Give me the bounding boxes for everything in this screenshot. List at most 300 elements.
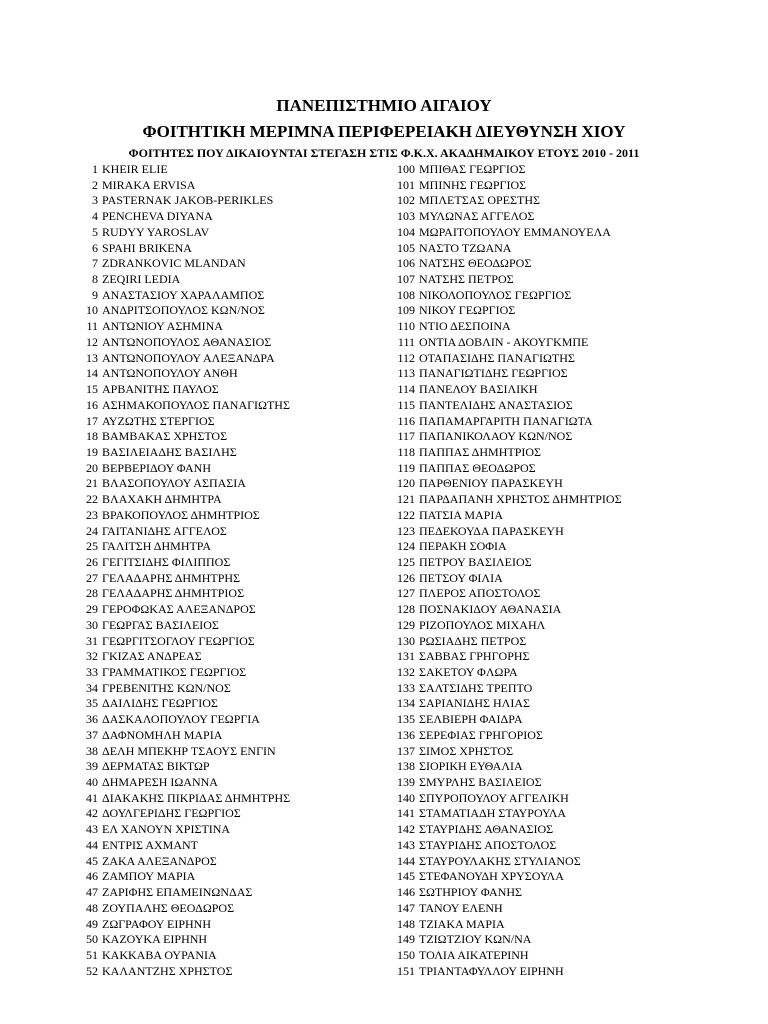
student-number: 20: [86, 460, 98, 475]
student-row: [80, 901, 290, 917]
student-number: 121: [397, 492, 415, 507]
student-row: [80, 492, 290, 508]
student-row: [384, 272, 622, 288]
student-name: ΓΚΙΖΑΣ ΑΝΔΡΕΑΣ: [102, 649, 202, 664]
student-name: ΤΖΙΑΚΑ ΜΑΡΙΑ: [419, 916, 505, 931]
student-name: ZEQIRI LEDIA: [102, 272, 181, 287]
student-row: [80, 602, 290, 618]
student-number: 8: [92, 272, 98, 287]
student-name: ΓΑΙΤΑΝΙΔΗΣ ΑΓΓΕΛΟΣ: [102, 523, 227, 538]
student-row: [384, 964, 622, 980]
student-number: 109: [397, 303, 415, 318]
student-name: ΓΕΛΑΔΑΡΗΣ ΔΗΜΗΤΡΗΣ: [102, 570, 241, 585]
student-number: 7: [92, 256, 98, 271]
student-row: [384, 351, 622, 367]
student-name: ΤΖΙΩΤΖΙΟΥ ΚΩΝ/ΝΑ: [419, 932, 532, 947]
student-name: ΡΙΖΟΠΟΥΛΟΣ ΜΙΧΑΗΛ: [419, 617, 546, 632]
student-number: 47: [86, 885, 98, 900]
student-name: ΜΠΛΕΤΣΑΣ ΟΡΕΣΤΗΣ: [419, 193, 540, 208]
student-number: 50: [86, 932, 98, 947]
student-number: 136: [397, 727, 415, 742]
student-name: ΑΥΖΩΤΗΣ ΣΤΕΡΓΙΟΣ: [102, 413, 215, 428]
student-row: [384, 806, 622, 822]
student-name: ΠΑΤΣΙΑ ΜΑΡΙΑ: [419, 507, 503, 522]
student-number: 130: [397, 633, 415, 648]
student-row: [384, 445, 622, 461]
student-number: 15: [86, 382, 98, 397]
student-row: [80, 618, 290, 634]
student-row: [384, 948, 622, 964]
student-name: ΓΡΑΜΜΑΤΙΚΟΣ ΓΕΩΡΓΙΟΣ: [102, 665, 247, 679]
student-row: [384, 382, 622, 398]
student-name: ΚΑΛΑΝΤΖΗΣ ΧΡΗΣΤΟΣ: [102, 963, 233, 978]
student-number: 129: [397, 617, 415, 632]
student-number: 103: [397, 209, 415, 224]
student-name: ΣΤΑΥΡΟΥΛΑΚΗΣ ΣΤΥΛΙΑΝΟΣ: [419, 853, 581, 868]
student-row: [384, 492, 622, 508]
student-name: ΠΑΝΕΛΟΥ ΒΑΣΙΛΙΚΗ: [419, 382, 538, 397]
student-row: [80, 539, 290, 555]
student-name: ΔΑΣΚΑΛΟΠΟΥΛΟΥ ΓΕΩΡΓΙΑ: [102, 712, 260, 727]
student-number: 132: [397, 665, 415, 679]
student-name: ΠΕΤΣΟΥ ΦΙΛΙΑ: [419, 570, 503, 585]
student-row: [80, 303, 290, 319]
student-name: ΖΟΥΠΑΛΗΣ ΘΕΟΔΩΡΟΣ: [102, 900, 235, 915]
list-subtitle: ΦΟΙΤΗΤΕΣ ΠΟΥ ΔΙΚΑΙΟΥΝΤΑΙ ΣΤΕΓΑΣΗ ΣΤΙΣ Φ.Κ.Χ. ΑΚΑΔΗΜΑΙΚΟΥ ΕΤΟΥΣ 2010 - 2011: [128, 146, 640, 160]
student-number: 118: [397, 444, 415, 459]
student-number: 25: [86, 539, 98, 554]
student-name: ΝΑΤΣΗΣ ΘΕΟΔΩΡΟΣ: [419, 256, 532, 271]
student-row: [80, 476, 290, 492]
student-number: 122: [397, 507, 415, 522]
student-name: ΒΛΑΧΑΚΗ ΔΗΜΗΤΡΑ: [102, 492, 222, 507]
student-number: 2: [92, 177, 98, 192]
student-name: ZDRANKOVIC MLANDAN: [102, 256, 246, 271]
student-row: [80, 964, 290, 980]
student-name: ΣΕΛΒΙΕΡΗ ΦΑΙΔΡΑ: [419, 712, 523, 727]
student-row: [384, 241, 622, 257]
student-name: ΓΕΡΟΦΩΚΑΣ ΑΛΕΞΑΝΔΡΟΣ: [102, 602, 256, 617]
student-row: [384, 571, 622, 587]
student-row: [384, 366, 622, 382]
student-name: ΚΑΚΚΑΒΑ ΟΥΡΑΝΙΑ: [102, 947, 217, 962]
student-name: ΖΩΓΡΑΦΟΥ ΕΙΡΗΝΗ: [102, 916, 212, 931]
student-name: PENCHEVA DIYANA: [102, 209, 213, 224]
student-number: 32: [86, 649, 98, 664]
student-row: [384, 649, 622, 665]
student-row: [80, 256, 290, 272]
student-number: 29: [86, 602, 98, 617]
student-number: 126: [397, 570, 415, 585]
student-name: ΣΤΑΥΡΙΔΗΣ ΑΠΟΣΤΟΛΟΣ: [419, 837, 557, 852]
student-name: ΣΜΥΡΛΗΣ ΒΑΣΙΛΕΙΟΣ: [419, 775, 542, 790]
student-name: KHEIR ELIE: [102, 162, 168, 176]
student-number: 37: [86, 727, 98, 742]
student-row: [80, 917, 290, 933]
student-number: 31: [86, 633, 98, 648]
student-row: [80, 162, 290, 178]
student-row: [80, 791, 290, 807]
student-number: 16: [86, 397, 98, 412]
student-name: ΝΑΣΤΟ ΤΖΩΑΝΑ: [419, 240, 512, 255]
student-number: 49: [86, 916, 98, 931]
student-number: 133: [397, 680, 415, 695]
student-name: ΑΡΒΑΝΙΤΗΣ ΠΑΥΛΟΣ: [102, 382, 219, 397]
student-number: 48: [86, 900, 98, 915]
student-row: [384, 586, 622, 602]
student-number: 40: [86, 775, 98, 790]
student-number: 18: [86, 429, 98, 444]
student-number: 101: [397, 177, 415, 192]
student-number: 35: [86, 696, 98, 711]
student-name: ΣΩΤΗΡΙΟΥ ΦΑΝΗΣ: [419, 885, 523, 900]
student-row: [80, 241, 290, 257]
student-name: SPAHI BRIKENA: [102, 240, 192, 255]
student-number: 33: [86, 665, 98, 679]
student-row: [384, 555, 622, 571]
student-name: ΜΠΙΝΗΣ ΓΕΩΡΓΙΟΣ: [419, 177, 527, 192]
student-row: [384, 303, 622, 319]
student-name: ΔΑΙΛΙΔΗΣ ΓΕΩΡΓΙΟΣ: [102, 696, 218, 711]
student-name: ΑΝΔΡΙΤΣΟΠΟΥΛΟΣ ΚΩΝ/ΝΟΣ: [102, 303, 265, 318]
student-row: [80, 712, 290, 728]
student-number: 111: [397, 334, 415, 349]
student-name: ΝΙΚΟΥ ΓΕΩΡΓΙΟΣ: [419, 303, 516, 318]
student-row: [80, 759, 290, 775]
student-row: [384, 524, 622, 540]
student-row: [80, 445, 290, 461]
student-number: 5: [92, 224, 98, 239]
student-name: ΝΙΚΟΛΟΠΟΥΛΟΣ ΓΕΩΡΓΙΟΣ: [419, 287, 572, 302]
student-number: 107: [397, 272, 415, 287]
student-row: [80, 351, 290, 367]
student-name: PASTERNAK JAKOB-PERIKLES: [102, 193, 274, 208]
student-number: 44: [86, 837, 98, 852]
student-name: ΝΑΤΣΗΣ ΠΕΤΡΟΣ: [419, 272, 514, 287]
student-name: ΠΟΣΝΑΚΙΔΟΥ ΑΘΑΝΑΣΙΑ: [419, 602, 562, 617]
student-name: ΠΑΡΔΑΠΑΝΗ ΧΡΗΣΤΟΣ ΔΗΜΗΤΡΙΟΣ: [419, 492, 622, 507]
student-number: 113: [397, 366, 415, 381]
student-name: ΑΝΤΩΝΟΠΟΥΛΟΥ ΑΛΕΞΑΝΔΡΑ: [102, 350, 275, 365]
student-number: 105: [397, 240, 415, 255]
student-number: 52: [86, 963, 98, 978]
student-row: [384, 854, 622, 870]
student-number: 134: [397, 696, 415, 711]
student-number: 27: [86, 570, 98, 585]
student-row: [80, 869, 290, 885]
student-row: [384, 398, 622, 414]
student-row: [384, 885, 622, 901]
student-row: [80, 225, 290, 241]
student-name: ΔΕΛΗ ΜΠΕΚΗΡ ΤΣΑΟΥΣ ΕΝΓΙΝ: [102, 743, 276, 758]
student-number: 144: [397, 853, 415, 868]
student-name: ΔΙΑΚΑΚΗΣ ΠΙΚΡΙΔΑΣ ΔΗΜΗΤΡΗΣ: [102, 790, 291, 805]
student-number: 22: [86, 492, 98, 507]
student-number: 30: [86, 617, 98, 632]
student-row: [80, 193, 290, 209]
student-name: ΒΑΜΒΑΚΑΣ ΧΡΗΣΤΟΣ: [102, 429, 228, 444]
student-name: RUDYY YAROSLAV: [102, 224, 210, 239]
student-row: [384, 225, 622, 241]
student-number: 138: [397, 759, 415, 774]
student-number: 36: [86, 712, 98, 727]
student-number: 149: [397, 932, 415, 947]
student-number: 42: [86, 806, 98, 821]
student-name: ΣΤΑΜΑΤΙΑΔΗ ΣΤΑΥΡΟΥΛΑ: [419, 806, 567, 821]
student-number: 46: [86, 869, 98, 884]
student-row: [80, 728, 290, 744]
student-number: 120: [397, 476, 415, 491]
student-row: [80, 822, 290, 838]
student-name: ΒΕΡΒΕΡΙΔΟΥ ΦΑΝΗ: [102, 460, 211, 475]
student-row: [384, 288, 622, 304]
student-number: 143: [397, 837, 415, 852]
student-name: ΤΟΛΙΑ ΑΙΚΑΤΕΡΙΝΗ: [419, 947, 529, 962]
student-list-left-column: [80, 162, 290, 979]
student-row: [384, 759, 622, 775]
student-row: [384, 319, 622, 335]
student-row: [384, 775, 622, 791]
student-row: [80, 319, 290, 335]
student-row: [384, 414, 622, 430]
student-name: ΑΝΤΩΝΟΠΟΥΛΟΥ ΑΝΘΗ: [102, 366, 238, 381]
student-name: ΔΑΦΝΟΜΗΛΗ ΜΑΡΙΑ: [102, 727, 223, 742]
student-number: 34: [86, 680, 98, 695]
student-name: ΠΑΠΠΑΣ ΔΗΜΗΤΡΙΟΣ: [419, 444, 542, 459]
student-row: [384, 256, 622, 272]
student-row: [80, 649, 290, 665]
student-name: ΓΡΕΒΕΝΙΤΗΣ ΚΩΝ/ΝΟΣ: [102, 680, 231, 695]
student-name: ΓΕΛΑΔΑΡΗΣ ΔΗΜΗΤΡΙΟΣ: [102, 586, 245, 601]
university-title: ΠΑΝΕΠΙΣΤΗΜΙΟ ΑΙΓΑΙΟΥ: [276, 96, 492, 115]
student-number: 1: [92, 162, 98, 176]
student-number: 102: [397, 193, 415, 208]
student-number: 13: [86, 350, 98, 365]
student-row: [384, 696, 622, 712]
student-name: ΑΝΤΩΝΟΠΟΥΛΟΣ ΑΘΑΝΑΣΙΟΣ: [102, 334, 272, 349]
student-row: [80, 366, 290, 382]
student-row: [384, 508, 622, 524]
student-row: [384, 712, 622, 728]
student-name: ΜΩΡΑΙΤΟΠΟΥΛΟΥ ΕΜΜΑΝΟΥΕΛΑ: [419, 224, 611, 239]
student-name: ΑΣΗΜΑΚΟΠΟΥΛΟΣ ΠΑΝΑΓΙΩΤΗΣ: [102, 397, 290, 412]
student-name: ΠΕΡΑΚΗ ΣΟΦΙΑ: [419, 539, 507, 554]
student-name: ΡΩΣΙΑΔΗΣ ΠΕΤΡΟΣ: [419, 633, 527, 648]
student-name: ΣΑΡΙΑΝΙΔΗΣ ΗΛΙΑΣ: [419, 696, 531, 711]
student-number: 104: [397, 224, 415, 239]
student-row: [80, 932, 290, 948]
student-name: ΔΕΡΜΑΤΑΣ ΒΙΚΤΩΡ: [102, 759, 210, 774]
student-number: 114: [397, 382, 415, 397]
student-row: [384, 602, 622, 618]
student-row: [384, 791, 622, 807]
student-number: 112: [397, 350, 415, 365]
student-number: 147: [397, 900, 415, 915]
student-name: ΣΑΒΒΑΣ ΓΡΗΓΟΡΗΣ: [419, 649, 530, 664]
student-row: [80, 681, 290, 697]
student-number: 51: [86, 947, 98, 962]
student-number: 142: [397, 822, 415, 837]
student-name: ΠΑΠΑΜΑΡΓΑΡΙΤΗ ΠΑΝΑΓΙΩΤΑ: [419, 413, 593, 428]
student-row: [384, 476, 622, 492]
student-row: [80, 414, 290, 430]
student-row: [80, 586, 290, 602]
student-number: 106: [397, 256, 415, 271]
student-name: ΣΑΛΤΣΙΔΗΣ ΤΡΕΠΤΟ: [419, 680, 533, 695]
student-row: [384, 178, 622, 194]
student-number: 100: [397, 162, 415, 176]
student-number: 23: [86, 507, 98, 522]
student-row: [384, 744, 622, 760]
student-name: ΠΑΠΠΑΣ ΘΕΟΔΩΡΟΣ: [419, 460, 536, 475]
student-name: ΚΑΖΟΥΚΑ ΕΙΡΗΝΗ: [102, 932, 208, 947]
student-number: 137: [397, 743, 415, 758]
student-row: [80, 429, 290, 445]
student-number: 141: [397, 806, 415, 821]
student-number: 127: [397, 586, 415, 601]
student-name: ΑΝΤΩΝΙΟΥ ΑΣΗΜΙΝΑ: [102, 319, 223, 334]
student-row: [80, 178, 290, 194]
student-number: 21: [86, 476, 98, 491]
student-name: ΝΤΙΟ ΔΕΣΠΟΙΝΑ: [419, 319, 511, 334]
student-row: [80, 696, 290, 712]
student-number: 110: [397, 319, 415, 334]
student-name: ΕΝΤΡΙΣ ΑΧΜΑΝΤ: [102, 837, 198, 852]
student-number: 39: [86, 759, 98, 774]
student-name: ΖΑΚΑ ΑΛΕΞΑΝΔΡΟΣ: [102, 853, 217, 868]
student-number: 125: [397, 554, 415, 569]
student-name: ΠΛΕΡΟΣ ΑΠΟΣΤΟΛΟΣ: [419, 586, 541, 601]
student-number: 124: [397, 539, 415, 554]
student-number: 116: [397, 413, 415, 428]
student-name: ΟΤΑΠΑΣΙΔΗΣ ΠΑΝΑΓΙΩΤΗΣ: [419, 350, 575, 365]
student-number: 140: [397, 790, 415, 805]
student-row: [80, 288, 290, 304]
student-number: 3: [92, 193, 98, 208]
student-number: 41: [86, 790, 98, 805]
student-row: [384, 618, 622, 634]
student-number: 145: [397, 869, 415, 884]
student-row: [384, 838, 622, 854]
student-name: ΤΑΝΟΥ ΕΛΕΝΗ: [419, 900, 503, 915]
student-number: 14: [86, 366, 98, 381]
student-name: ΑΝΑΣΤΑΣΙΟΥ ΧΑΡΑΛΑΜΠΟΣ: [102, 287, 265, 302]
student-number: 45: [86, 853, 98, 868]
student-number: 115: [397, 397, 415, 412]
student-number: 26: [86, 554, 98, 569]
student-name: ΠΑΝΑΓΙΩΤΙΔΗΣ ΓΕΩΡΓΙΟΣ: [419, 366, 568, 381]
student-row: [384, 335, 622, 351]
student-name: ΠΑΡΘΕΝΙΟΥ ΠΑΡΑΣΚΕΥΗ: [419, 476, 563, 491]
student-row: [80, 335, 290, 351]
student-row: [384, 539, 622, 555]
student-row: [384, 822, 622, 838]
student-name: ΠΑΠΑΝΙΚΟΛΑΟΥ ΚΩΝ/ΝΟΣ: [419, 429, 573, 444]
student-row: [80, 382, 290, 398]
student-row: [384, 429, 622, 445]
student-row: [384, 932, 622, 948]
student-name: ΣΤΑΥΡΙΔΗΣ ΑΘΑΝΑΣΙΟΣ: [419, 822, 554, 837]
student-name: MIRAKA ERVISA: [102, 177, 196, 192]
student-number: 10: [86, 303, 98, 318]
student-number: 131: [397, 649, 415, 664]
student-number: 139: [397, 775, 415, 790]
student-name: ΓΑΛΙΤΣΗ ΔΗΜΗΤΡΑ: [102, 539, 212, 554]
department-title: ΦΟΙΤΗΤΙΚΗ ΜΕΡΙΜΝΑ ΠΕΡΙΦΕΡΕΙΑΚΗ ΔΙΕΥΘΥΝΣΗ ΧΙΟΥ: [142, 122, 626, 141]
student-row: [384, 193, 622, 209]
student-number: 108: [397, 287, 415, 302]
student-number: 12: [86, 334, 98, 349]
student-number: 119: [397, 460, 415, 475]
student-row: [80, 461, 290, 477]
student-row: [80, 209, 290, 225]
student-number: 117: [397, 429, 415, 444]
student-number: 11: [86, 319, 98, 334]
student-row: [80, 775, 290, 791]
student-row: [80, 665, 290, 681]
student-number: 43: [86, 822, 98, 837]
student-row: [80, 272, 290, 288]
student-number: 38: [86, 743, 98, 758]
student-row: [80, 948, 290, 964]
student-name: ΣΕΡΕΦΙΑΣ ΓΡΗΓΟΡΙΟΣ: [419, 727, 543, 742]
student-name: ΠΑΝΤΕΛΙΔΗΣ ΑΝΑΣΤΑΣΙΟΣ: [419, 397, 573, 412]
student-row: [80, 524, 290, 540]
student-number: 24: [86, 523, 98, 538]
student-number: 146: [397, 885, 415, 900]
student-row: [80, 571, 290, 587]
student-name: ΠΕΤΡΟΥ ΒΑΣΙΛΕΙΟΣ: [419, 554, 532, 569]
student-name: ΒΛΑΣΟΠΟΥΛΟΥ ΑΣΠΑΣΙΑ: [102, 476, 246, 491]
student-name: ΣΑΚΕΤΟΥ ΦΛΩΡΑ: [419, 665, 518, 679]
student-number: 17: [86, 413, 98, 428]
student-row: [384, 665, 622, 681]
student-name: ΜΠΙΘΑΣ ΓΕΩΡΓΙΟΣ: [419, 162, 526, 176]
student-row: [80, 555, 290, 571]
student-row: [384, 209, 622, 225]
student-name: ΤΡΙΑΝΤΑΦΥΛΛΟΥ ΕΙΡΗΝΗ: [419, 963, 564, 978]
student-name: ΟΝΤΙΑ ΔΟΒΛΙΝ - ΑΚΟΥΓΚΜΠΕ: [419, 334, 589, 349]
student-list-right-column: [384, 162, 622, 979]
student-number: 151: [397, 963, 415, 978]
student-row: [80, 885, 290, 901]
student-row: [384, 681, 622, 697]
student-row: [384, 869, 622, 885]
student-number: 4: [92, 209, 98, 224]
student-name: ΕΛ ΧΑΝΟΥΝ ΧΡΙΣΤΙΝΑ: [102, 822, 231, 837]
student-name: ΣΠΥΡΟΠΟΥΛΟΥ ΑΓΓΕΛΙΚΗ: [419, 790, 569, 805]
student-name: ΣΙΜΟΣ ΧΡΗΣΤΟΣ: [419, 743, 514, 758]
student-number: 135: [397, 712, 415, 727]
student-row: [80, 854, 290, 870]
student-row: [384, 917, 622, 933]
student-name: ΒΑΣΙΛΕΙΑΔΗΣ ΒΑΣΙΛΗΣ: [102, 444, 237, 459]
student-name: ΜΥΛΩΝΑΣ ΑΓΓΕΛΟΣ: [419, 209, 535, 224]
student-number: 150: [397, 947, 415, 962]
student-name: ΓΕΓΙΤΣΙΔΗΣ ΦΙΛΙΠΠΟΣ: [102, 554, 231, 569]
student-name: ΔΗΜΑΡΕΣΗ ΙΩΑΝΝΑ: [102, 775, 218, 790]
student-row: [80, 838, 290, 854]
student-name: ΖΑΡΙΦΗΣ ΕΠΑΜΕΙΝΩΝΔΑΣ: [102, 885, 253, 900]
student-number: 19: [86, 444, 98, 459]
student-name: ΓΕΩΡΓΙΤΣΟΓΛΟΥ ΓΕΩΡΓΙΟΣ: [102, 633, 255, 648]
student-row: [80, 744, 290, 760]
student-name: ΒΡΑΚΟΠΟΥΛΟΣ ΔΗΜΗΤΡΙΟΣ: [102, 507, 260, 522]
student-row: [80, 398, 290, 414]
student-number: 148: [397, 916, 415, 931]
student-row: [384, 728, 622, 744]
student-name: ΓΕΩΡΓΑΣ ΒΑΣΙΛΕΙΟΣ: [102, 617, 219, 632]
